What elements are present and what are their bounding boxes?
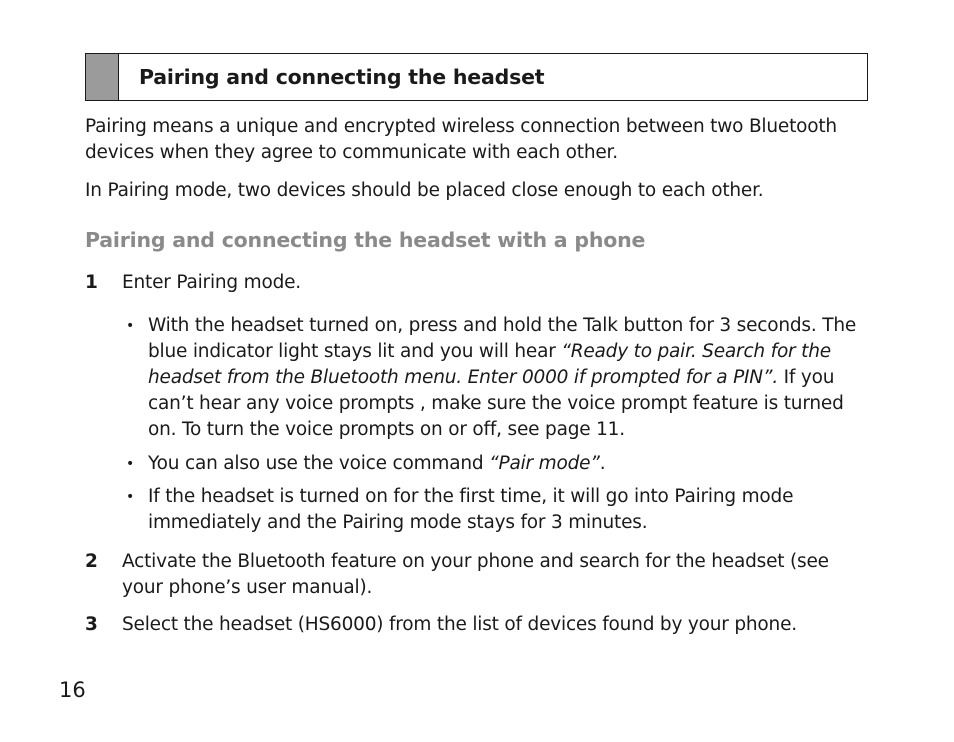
step-3	[85, 612, 875, 638]
section-marker-block	[86, 54, 119, 100]
bullet-text: If the headset is turned on for the first time, it will go into Pairing mode immediately and the Pairing mode stays for 3 minutes.	[148, 486, 794, 533]
section-header	[85, 53, 868, 101]
bullet-text	[148, 451, 868, 477]
bullet-item-2	[126, 451, 868, 477]
bullet-item-1	[126, 313, 868, 443]
voice-command-quote: “Pair mode”	[489, 453, 600, 474]
step-text: Select the headset (HS6000) from the list of devices found by your phone.	[122, 614, 797, 635]
bullet-text-part: With the headset turned on, press and hold the Talk button for 3 seconds. The blue indicator light stays lit and you will hear	[148, 315, 857, 362]
bullet-marker: •	[126, 456, 135, 472]
bullet-marker: •	[126, 318, 135, 334]
bullet-text	[148, 313, 868, 443]
bullet-item-3	[126, 484, 868, 536]
step-number: 3	[85, 614, 98, 635]
step-text: Activate the Bluetooth feature on your phone and search for the headset (see your phone’s user manual).	[122, 551, 829, 598]
step-number: 1	[85, 272, 98, 293]
bullet-text-part: .	[599, 453, 606, 474]
intro-paragraph-1: Pairing means a unique and encrypted wireless connection between two Bluetooth devices when they agree to communicate with each other.	[85, 116, 837, 163]
step-1	[85, 270, 875, 296]
bullet-marker: •	[126, 489, 135, 505]
bullet-text-part: If you can’t hear any voice prompts , make sure the voice prompt feature is turned on. To turn the voice prompts on or off, see page 11.	[148, 367, 844, 440]
bullet-text-part: You can also use the voice command	[148, 453, 490, 474]
intro-paragraph-2: In Pairing mode, two devices should be placed close enough to each other.	[85, 180, 764, 201]
step-text: Enter Pairing mode.	[122, 272, 301, 293]
page-number: 16	[59, 678, 86, 702]
step-2	[85, 549, 875, 601]
subheading: Pairing and connecting the headset with a phone	[85, 228, 646, 252]
voice-prompt-quote: “Ready to pair. Search for the headset from the Bluetooth menu. Enter 0000 if prompted for a PIN”.	[148, 341, 831, 388]
step-number: 2	[85, 551, 98, 572]
section-title: Pairing and connecting the headset	[139, 65, 545, 89]
